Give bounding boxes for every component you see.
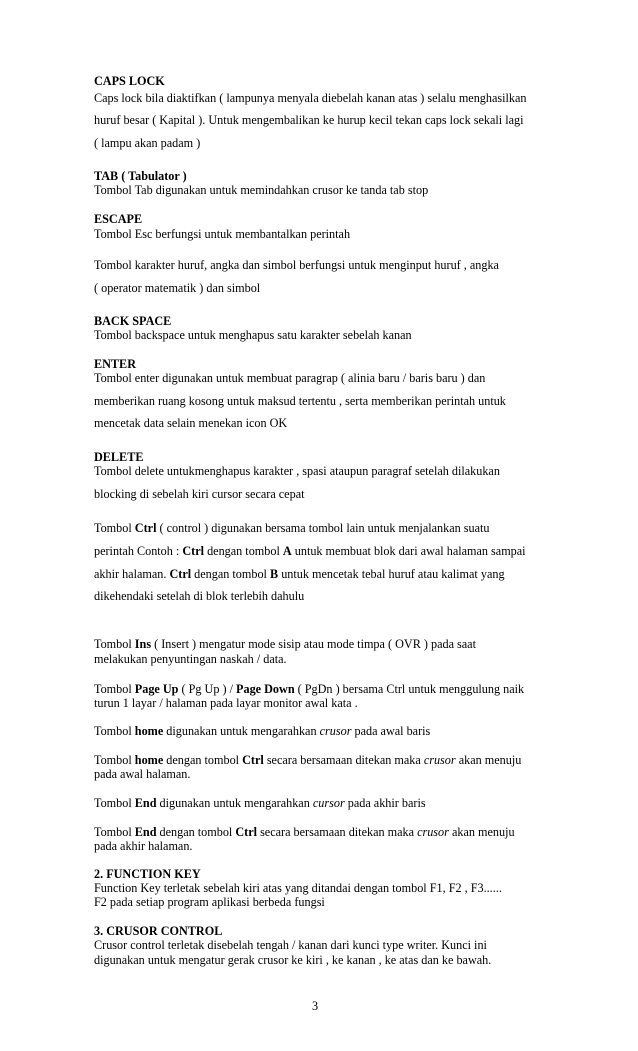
crusor-control-heading: 3. CRUSOR CONTROL [94, 924, 223, 938]
key-name: End [134, 825, 157, 839]
crusor-control-line-2: digunakan untuk mengatur gerak crusor ke kiri , ke kanan , ke atas dan ke bawah. [94, 953, 492, 967]
italic-term: cursor [312, 796, 345, 810]
key-name: Ctrl [169, 567, 192, 581]
home-ctrl-line-1 [94, 753, 521, 767]
text-run: dengan tombol [191, 567, 270, 581]
home-ctrl-line-2: pada awal halaman. [94, 767, 191, 781]
text-run: dengan tombol [163, 753, 243, 767]
text-run: digunakan untuk mengarahkan [163, 724, 320, 738]
text-run: digunakan untuk mengarahkan [156, 796, 313, 810]
text-run: Tombol [94, 682, 135, 696]
page-number: 3 [312, 999, 319, 1013]
text-run: untuk membuat blok dari awal halaman sampai [291, 544, 526, 558]
enter-heading: ENTER [94, 357, 136, 371]
delete-line-1: Tombol delete untukmenghapus karakter , spasi ataupun paragraf setelah dilakukan [94, 464, 500, 478]
enter-line-1: Tombol enter digunakan untuk membuat paragrap ( alinia baru / baris baru ) dan [94, 371, 486, 385]
caps-lock-heading: CAPS LOCK [94, 74, 165, 88]
function-key-line-1: Function Key terletak sebelah kiri atas yang ditandai dengan tombol F1, F2 , F3...... [94, 881, 502, 895]
karakter-line-1: Tombol karakter huruf, angka dan simbol berfungsi untuk menginput huruf , angka [94, 258, 499, 272]
text-run: Tombol [94, 521, 135, 535]
key-name: Page Up [134, 682, 179, 696]
text-run: Tombol [94, 637, 135, 651]
text-run: ( control ) digunakan bersama tombol lain untuk menjalankan suatu [156, 521, 490, 535]
home-line [94, 724, 430, 738]
tab-line-1: Tombol Tab digunakan untuk memindahkan crusor ke tanda tab stop [94, 183, 429, 197]
end-ctrl-line-1 [94, 825, 515, 839]
text-run: Tombol [94, 796, 135, 810]
ins-line-1 [94, 637, 476, 651]
text-run: akhir halaman. [94, 567, 170, 581]
crusor-control-line-1: Crusor control terletak disebelah tengah / kanan dari kunci type writer. Kunci ini [94, 938, 487, 952]
end-line [94, 796, 426, 810]
delete-heading: DELETE [94, 450, 144, 464]
text-run: secara bersamaan ditekan maka [263, 753, 424, 767]
text-run: ( Pg Up ) / [178, 682, 237, 696]
caps-lock-line-1: Caps lock bila diaktifkan ( lampunya menyala diebelah kanan atas ) selalu menghasilkan [94, 91, 527, 105]
caps-lock-line-2: huruf besar ( Kapital ). Untuk mengembalikan ke hurup kecil tekan caps lock sekali lagi [94, 113, 524, 127]
text-run: akan menuju [455, 753, 522, 767]
text-run: secara bersamaan ditekan maka [257, 825, 418, 839]
ctrl-line-3 [94, 567, 505, 581]
backspace-line-1: Tombol backspace untuk menghapus satu karakter sebelah kanan [94, 328, 412, 342]
text-run: pada awal baris [351, 724, 431, 738]
backspace-heading: BACK SPACE [94, 314, 172, 328]
delete-line-2: blocking di sebelah kiri cursor secara cepat [94, 487, 305, 501]
escape-line-1: Tombol Esc berfungsi untuk membantalkan perintah [94, 227, 351, 241]
key-name: Ctrl [134, 521, 157, 535]
end-ctrl-line-2: pada akhir halaman. [94, 839, 193, 853]
text-run: Tombol [94, 825, 135, 839]
key-name: B [270, 567, 279, 581]
ctrl-line-1 [94, 521, 490, 535]
text-run: akan menuju [448, 825, 515, 839]
pageupdown-line-2: turun 1 layar / halaman pada layar monitor awal kata . [94, 696, 358, 710]
text-run: Tombol [94, 724, 135, 738]
text-run: ( Insert ) mengatur mode sisip atau mode timpa ( OVR ) pada saat [151, 637, 476, 651]
ctrl-line-2 [94, 544, 526, 558]
function-key-line-2: F2 pada setiap program aplikasi berbeda fungsi [94, 895, 325, 909]
text-run: dengan tombol [156, 825, 236, 839]
enter-line-3: mencetak data selain menekan icon OK [94, 416, 288, 430]
italic-term: crusor [417, 825, 449, 839]
key-name: Ins [134, 637, 152, 651]
key-name: A [282, 544, 292, 558]
caps-lock-line-3: ( lampu akan padam ) [94, 136, 201, 150]
key-name: Ctrl [235, 825, 258, 839]
enter-line-2: memberikan ruang kosong untuk maksud tertentu , serta memberikan perintah untuk [94, 394, 506, 408]
key-name: Ctrl [242, 753, 264, 767]
key-name: Ctrl [182, 544, 205, 558]
key-name: home [134, 753, 164, 767]
key-name: Page Down [236, 682, 295, 696]
text-run: dengan tombol [204, 544, 283, 558]
ctrl-line-4: dikehendaki setelah di blok terlebih dahulu [94, 589, 305, 603]
escape-heading: ESCAPE [94, 212, 143, 226]
italic-term: crusor [319, 724, 352, 738]
text-run: perintah Contoh : [94, 544, 183, 558]
pageupdown-line-1 [94, 682, 524, 696]
text-run: untuk mencetak tebal huruf atau kalimat yang [278, 567, 505, 581]
key-name: End [134, 796, 157, 810]
key-name: home [134, 724, 164, 738]
function-key-heading: 2. FUNCTION KEY [94, 867, 201, 881]
ins-line-2: melakukan penyuntingan naskah / data. [94, 652, 287, 666]
italic-term: crusor [423, 753, 456, 767]
karakter-line-2: ( operator matematik ) dan simbol [94, 281, 261, 295]
text-run: Tombol [94, 753, 135, 767]
text-run: ( PgDn ) bersama Ctrl untuk menggulung naik [294, 682, 525, 696]
tab-heading: TAB ( Tabulator ) [94, 169, 187, 183]
text-run: pada akhir baris [344, 796, 426, 810]
